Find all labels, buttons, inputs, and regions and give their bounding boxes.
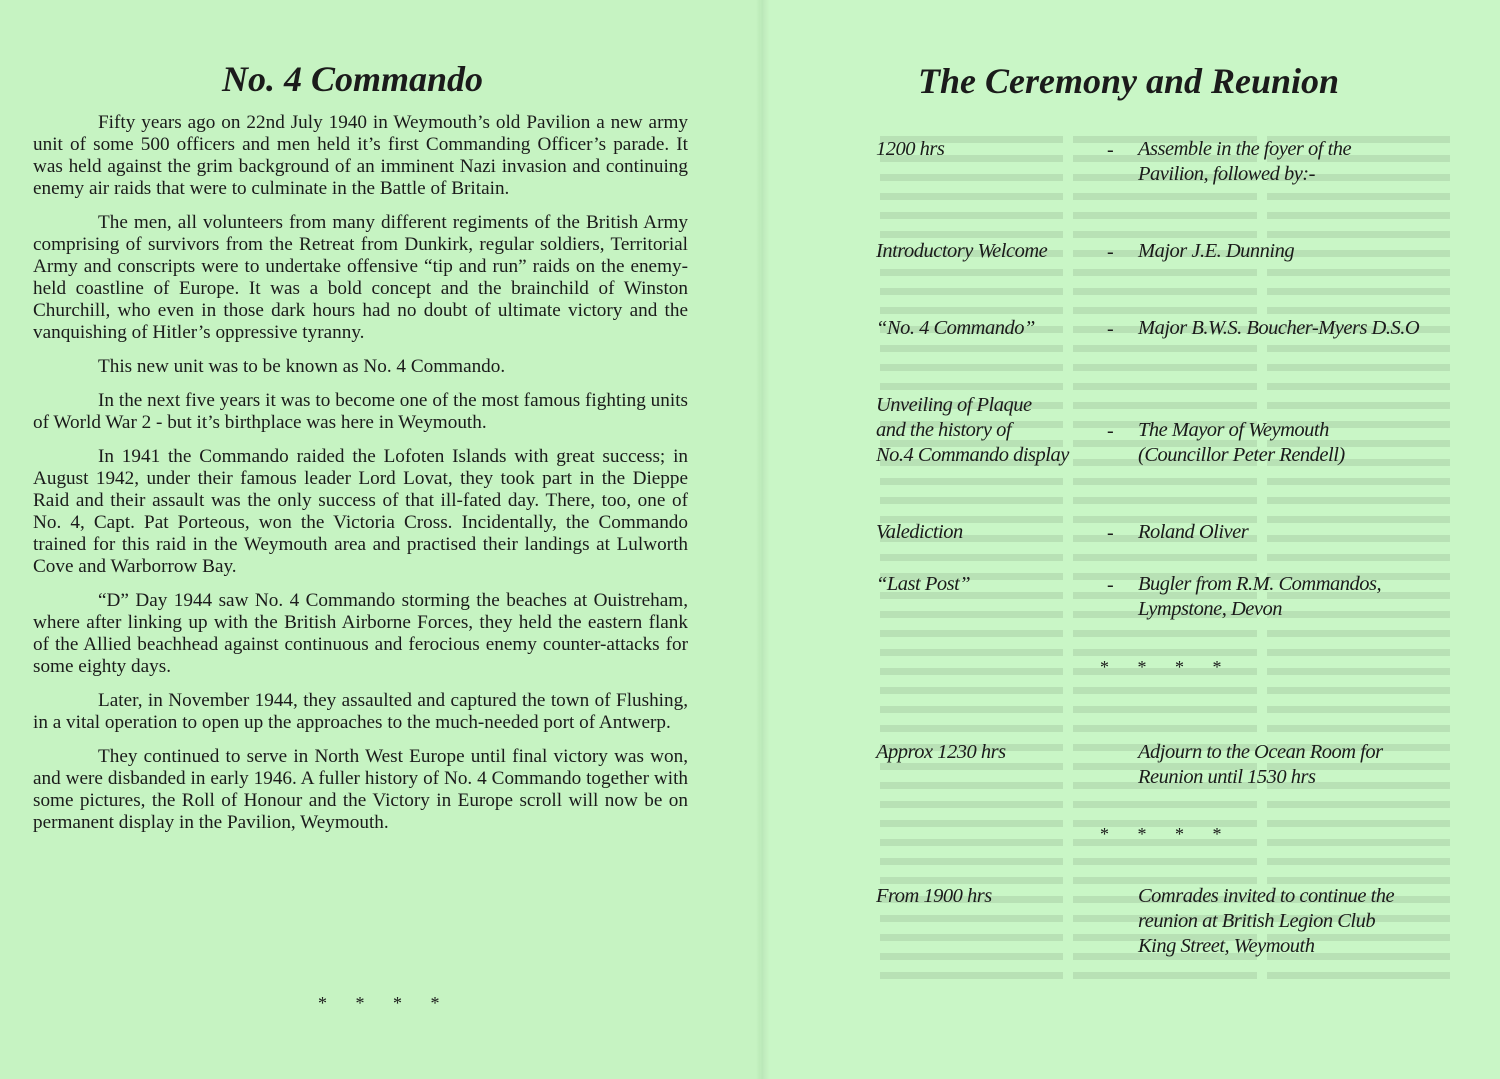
programme-event-line: Valediction xyxy=(876,521,963,543)
article-paragraph: The men, all volunteers from many different regiments of the British Army comprising of survivors from the Retreat from Dunkirk, regular soldiers, Territorial Army and conscripts were to undertake offensive “tip and run” raids on the enemy-held coastline of Europe. It was a bold concept and the brainchild of Winston Churchill, who even in those dark hours had no doubt of ultimate victory and the vanquishing of Hitler’s oppressive tyranny. xyxy=(33,212,688,343)
programme-detail-line: Pavilion, followed by:- xyxy=(1138,163,1315,185)
article-paragraph: This new unit was to be known as No. 4 Commando. xyxy=(98,356,506,377)
article-paragraph: In the next five years it was to become one of the most famous fighting units of World War 2 - but it’s birthplace was here in Weymouth. xyxy=(33,390,688,433)
separator-dash: - xyxy=(1107,139,1114,161)
programme-detail-line: The Mayor of Weymouth xyxy=(1138,419,1329,441)
separator-dash: - xyxy=(1107,241,1114,263)
programme-event-line: No.4 Commando display xyxy=(876,444,1069,466)
right-page-title: The Ceremony and Reunion xyxy=(918,61,1340,101)
article-paragraph: They continued to serve in North West Europe until final victory was won, and were disbanded in early 1946. A fuller history of No. 4 Commando together with some pictures, the Roll of Honour and the Victory in Europe scroll will now be on permanent display in the Pavilion, Weymouth. xyxy=(33,746,688,833)
separator-dash: - xyxy=(1107,574,1114,596)
programme-detail xyxy=(1138,239,1294,264)
article-paragraph: “D” Day 1944 saw No. 4 Commando storming the beaches at Ouistreham, where after linking up with the British Airborne Forces, they held the eastern flank of the Allied beachhead against continuous and ferocious enemy counter-attacks for some eighty days. xyxy=(33,590,688,677)
section-stars: * * * * xyxy=(1100,824,1234,844)
programme-detail xyxy=(1138,137,1351,187)
programme-event-line: Unveiling of Plaque xyxy=(876,394,1032,416)
programme-detail xyxy=(1138,572,1381,622)
programme-time-line: 1200 hrs xyxy=(876,138,945,160)
programme-time-line: From 1900 hrs xyxy=(876,885,992,907)
section-stars: * * * * xyxy=(1100,657,1234,677)
programme-event xyxy=(876,572,970,597)
programme-detail-line: (Councillor Peter Rendell) xyxy=(1138,444,1345,466)
programme-detail-line: Adjourn to the Ocean Room for xyxy=(1138,741,1383,763)
programme-event xyxy=(876,520,963,545)
separator-dash: - xyxy=(1107,522,1114,544)
programme-detail xyxy=(1138,740,1383,790)
programme-time xyxy=(876,740,1006,765)
programme-time-line: Approx 1230 hrs xyxy=(876,741,1006,763)
programme-detail xyxy=(1138,520,1248,545)
programme-detail xyxy=(1138,418,1345,468)
commando-history-article xyxy=(33,112,688,846)
programme-event xyxy=(876,393,1069,468)
programme-detail-line: reunion at British Legion Club xyxy=(1138,910,1376,932)
programme-detail-line: Comrades invited to continue the xyxy=(1138,885,1395,907)
programme-detail-line: Reunion until 1530 hrs xyxy=(1138,766,1316,788)
programme-event-line: Introductory Welcome xyxy=(876,240,1048,262)
programme-detail xyxy=(1138,884,1394,959)
programme-event-line: “Last Post” xyxy=(876,573,971,595)
programme-detail xyxy=(1138,316,1419,341)
article-paragraph: Later, in November 1944, they assaulted and captured the town of Flushing, in a vital operation to open up the approaches to the much-needed port of Antwerp. xyxy=(33,690,688,733)
page-fold xyxy=(756,0,770,1079)
programme-detail-line: Major J.E. Dunning xyxy=(1138,240,1295,262)
programme-event xyxy=(876,316,1035,341)
left-page-end-stars: * * * * xyxy=(318,993,452,1013)
programme-detail-line: Assemble in the foyer of the xyxy=(1138,138,1352,160)
separator-dash: - xyxy=(1107,420,1114,442)
article-paragraph: Fifty years ago on 22nd July 1940 in Weymouth’s old Pavilion a new army unit of some 500 officers and men held it’s first Commanding Officer’s parade. It was held against the grim background of an imminent Nazi invasion and continuing enemy air raids that were to culminate in the Battle of Britain. xyxy=(33,112,688,199)
left-page-title: No. 4 Commando xyxy=(222,59,484,99)
programme-event xyxy=(876,239,1047,264)
programme-detail-line: Roland Oliver xyxy=(1138,521,1249,543)
separator-dash: - xyxy=(1107,318,1114,340)
programme-detail-line: Bugler from R.M. Commandos, xyxy=(1138,573,1382,595)
programme-detail-line: King Street, Weymouth xyxy=(1138,935,1315,957)
programme-event-line: “No. 4 Commando” xyxy=(876,317,1035,339)
programme-time xyxy=(876,137,944,162)
programme-event-line: and the history of xyxy=(876,419,1012,441)
programme-detail-line: Lympstone, Devon xyxy=(1138,598,1282,620)
programme-detail-line: Major B.W.S. Boucher-Myers D.S.O xyxy=(1138,317,1420,339)
article-paragraph: In 1941 the Commando raided the Lofoten Islands with great success; in August 1942, under their famous leader Lord Lovat, they took part in the Dieppe Raid and their assault was the only success of that ill-fated day. There, too, one of No. 4, Capt. Pat Porteous, won the Victoria Cross. Incidentally, the Commando trained for this raid in the Weymouth area and practised their landings at Lulworth Cove and Warborrow Bay. xyxy=(33,446,688,577)
programme-time xyxy=(876,884,992,909)
